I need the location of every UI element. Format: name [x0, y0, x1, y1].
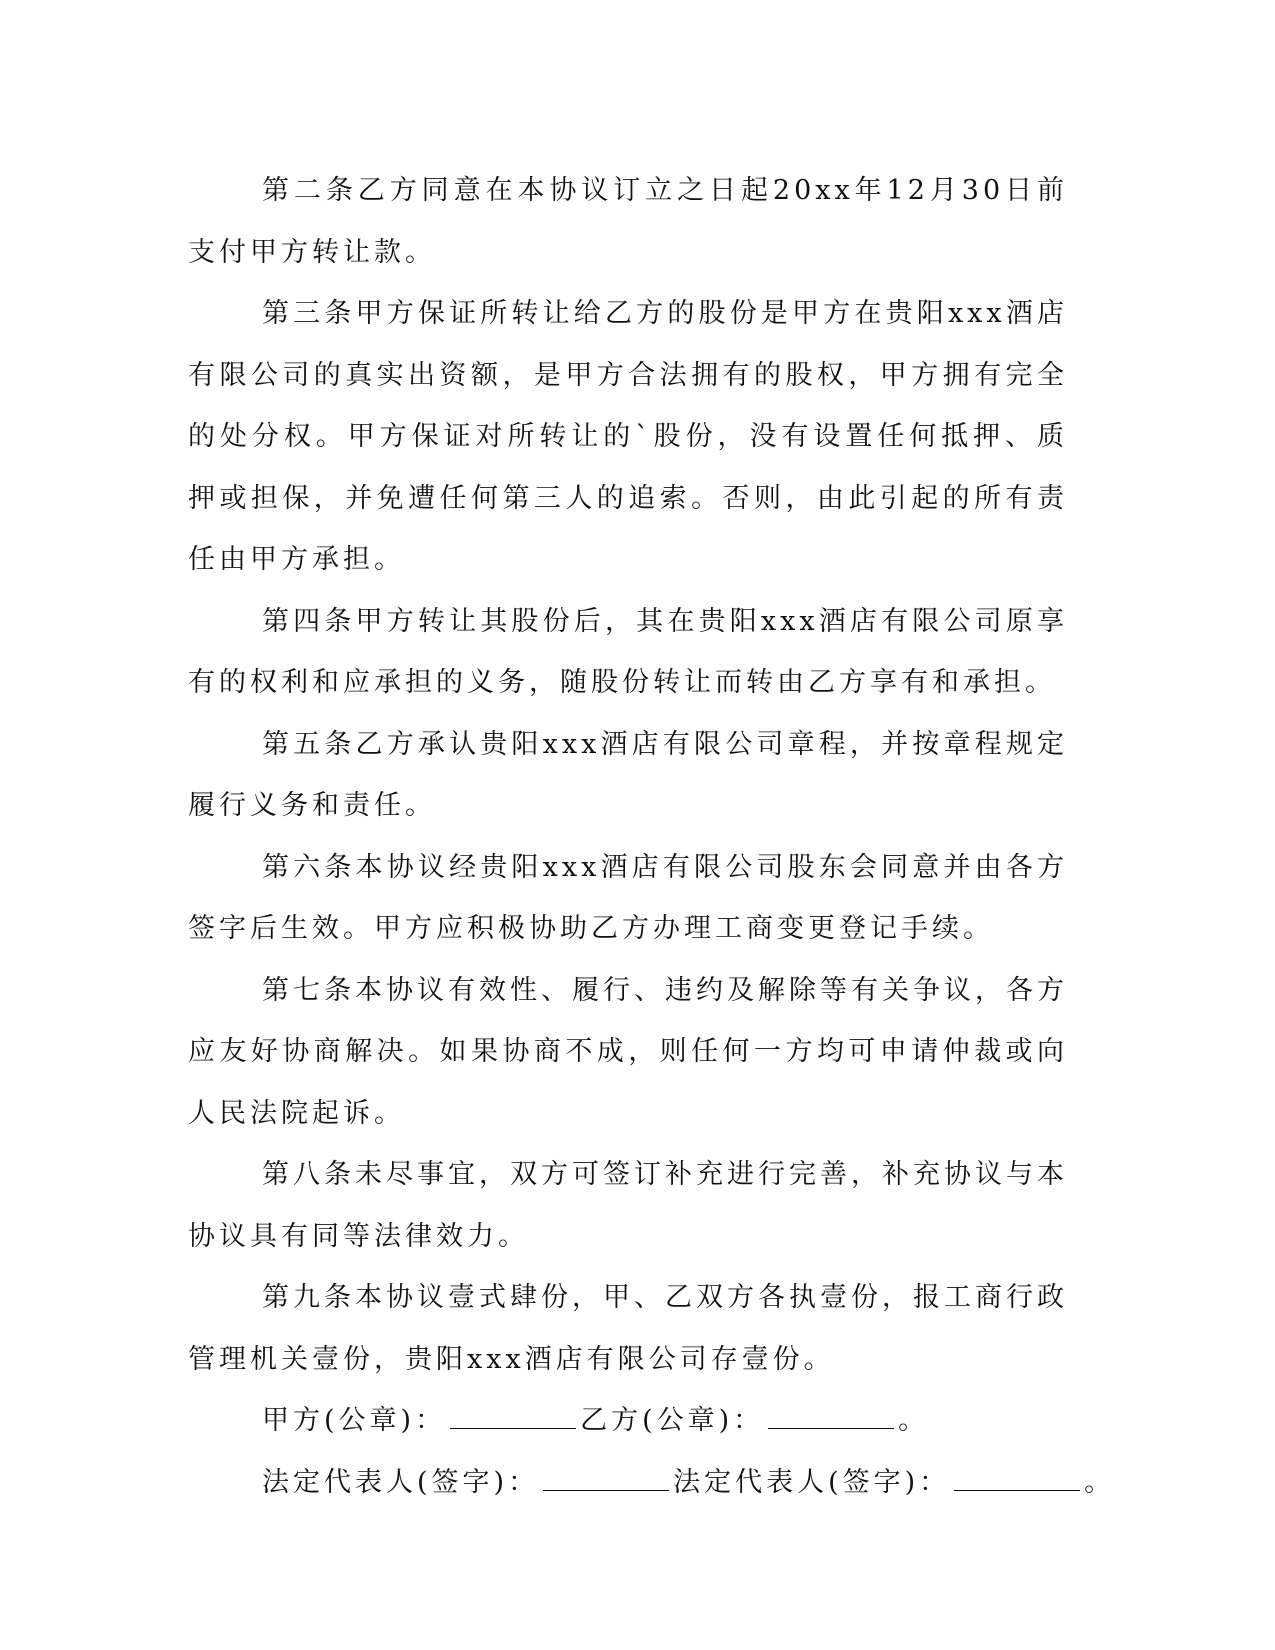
rep-line-end: 。 — [1084, 1466, 1116, 1498]
clause-6: 第六条本协议经贵阳xxx酒店有限公司股东会同意并由各方签字后生效。甲方应积极协助乙方办理工商变更登记手续。 — [188, 851, 1068, 944]
rep-a-blank[interactable] — [543, 1466, 669, 1491]
party-b-seal-label: 乙方(公章)： — [580, 1405, 765, 1436]
rep-a-label: 法定代表人(签字)： — [262, 1466, 540, 1498]
seal-signature-line — [188, 1390, 1068, 1452]
agreement-body — [188, 160, 1116, 1513]
clause-9: 第九条本协议壹式肆份，甲、乙双方各执壹份，报工商行政管理机关壹份，贵阳xxx酒店有限公司存壹份。 — [188, 1282, 1068, 1375]
seal-line-end: 。 — [898, 1405, 930, 1436]
rep-b-blank[interactable] — [954, 1466, 1080, 1491]
clause-4: 第四条甲方转让其股份后，其在贵阳xxx酒店有限公司原享有的权利和应承担的义务，随股份转让而转由乙方享有和承担。 — [188, 605, 1068, 698]
clause-5: 第五条乙方承认贵阳xxx酒店有限公司章程，并按章程规定履行义务和责任。 — [188, 728, 1068, 821]
party-a-seal-label: 甲方(公章)： — [262, 1405, 447, 1436]
clause-2: 第二条乙方同意在本协议订立之日起20xx年12月30日前支付甲方转让款。 — [188, 175, 1068, 268]
clause-3: 第三条甲方保证所转让给乙方的股份是甲方在贵阳xxx酒店有限公司的真实出资额，是甲方合法拥有的股权，甲方拥有完全的处分权。甲方保证对所转让的`股份，没有设置任何抵押、质押或担保，并免遭任何第三人的追索。否则，由此引起的所有责任由甲方承担。 — [188, 298, 1068, 575]
clause-7: 第七条本协议有效性、履行、违约及解除等有关争议，各方应友好协商解决。如果协商不成，则任何一方均可申请仲裁或向人民法院起诉。 — [188, 974, 1068, 1129]
rep-b-label: 法定代表人(签字)： — [673, 1466, 951, 1498]
clause-8: 第八条未尽事宜，双方可签订补充进行完善，补充协议与本协议具有同等法律效力。 — [188, 1159, 1068, 1252]
party-b-seal-blank[interactable] — [768, 1404, 894, 1429]
party-a-seal-blank[interactable] — [450, 1404, 576, 1429]
representative-signature-line — [188, 1452, 1116, 1514]
